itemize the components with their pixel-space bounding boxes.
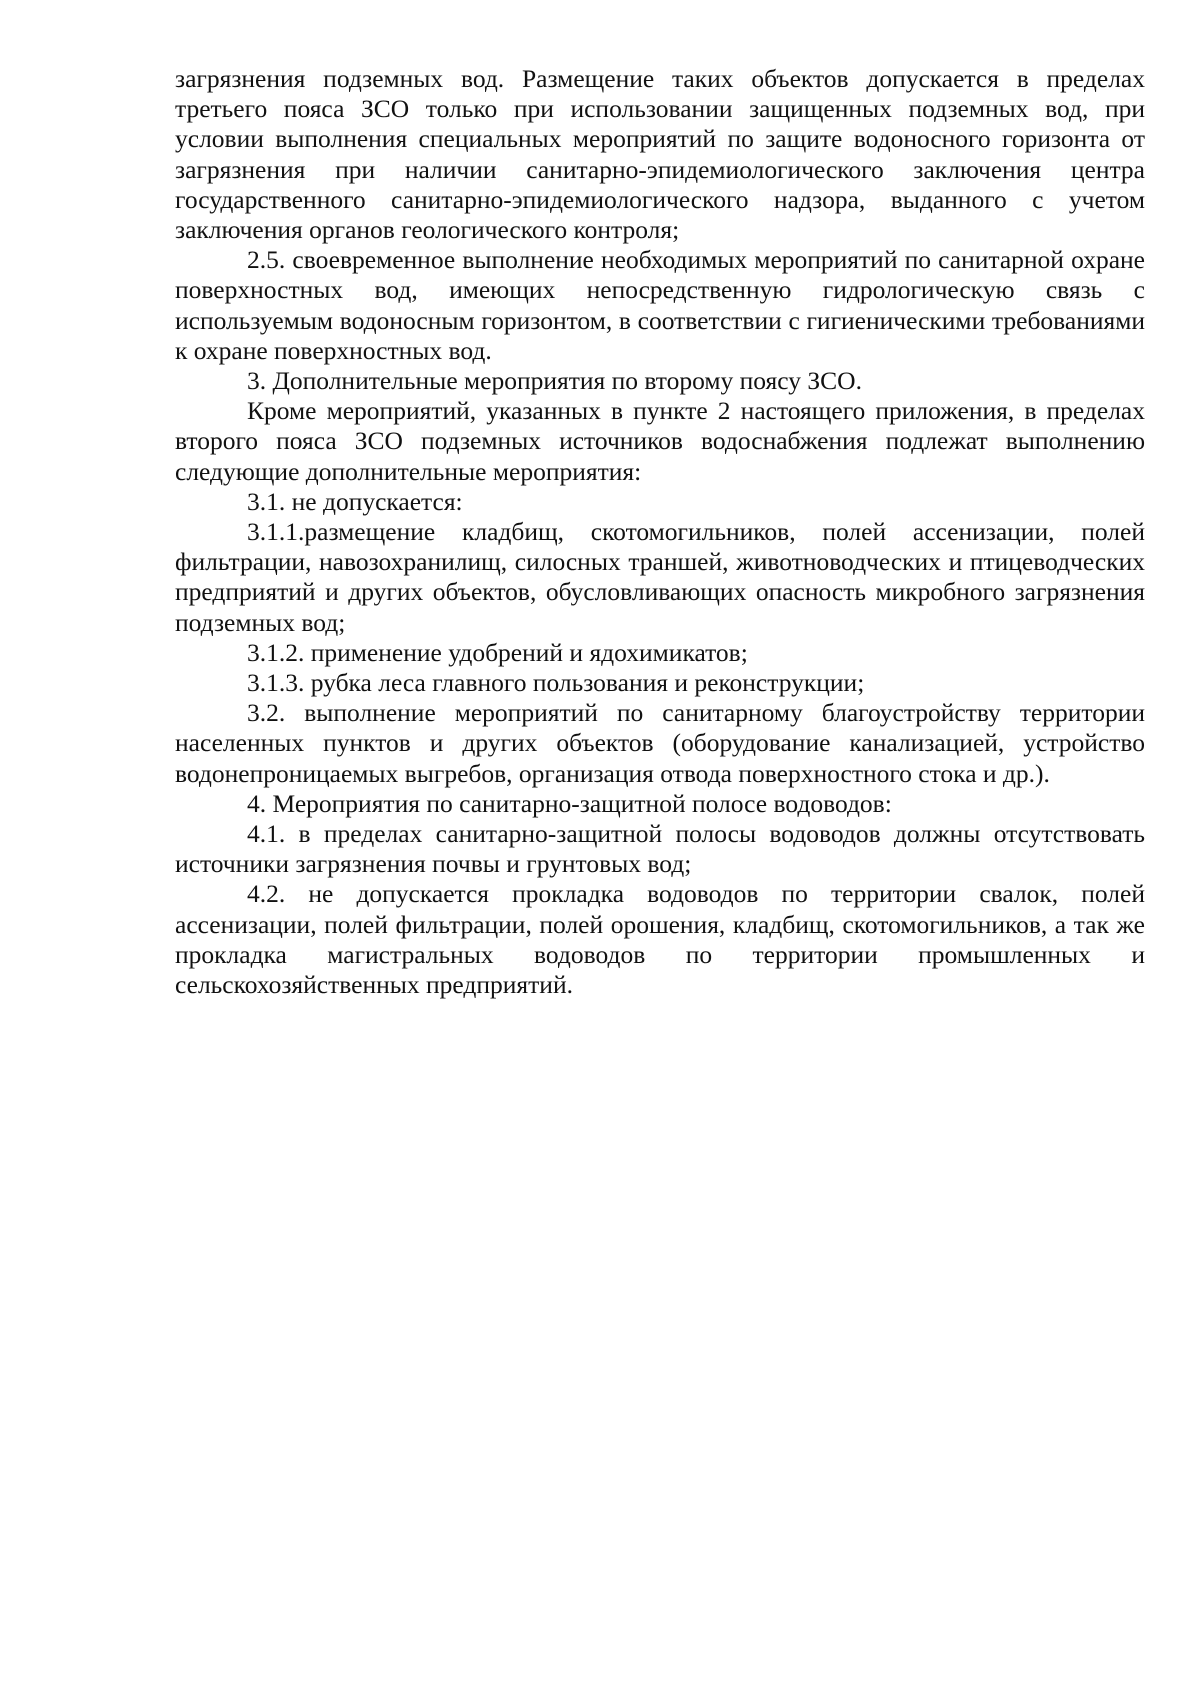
paragraph-2-5: 2.5. своевременное выполнение необходимых мероприятий по санитарной охране поверхностных вод, имеющих непосредственную гидрологическую связь с используемым водоносным горизонтом, в соответствии с гигиеническими требованиями к охране поверхностных вод.: [175, 245, 1145, 365]
paragraph-section-3-intro: Кроме мероприятий, указанных в пункте 2 настоящего приложения, в пределах второго пояса ЗСО подземных источников водоснабжения подлежат выполнению следующие дополнительные мероприятия:: [175, 396, 1145, 486]
section-3-heading: 3. Дополнительные мероприятия по второму поясу ЗСО.: [247, 366, 862, 396]
paragraph-3-1: 3.1. не допускается:: [247, 486, 463, 516]
paragraph-3-1-2: 3.1.2. применение удобрений и ядохимикатов;: [247, 637, 748, 667]
paragraph-3-1-3: 3.1.3. рубка леса главного пользования и реконструкции;: [247, 668, 865, 698]
paragraph-3-2: 3.2. выполнение мероприятий по санитарному благоустройству территории населенных пунктов и других объектов (оборудование канализацией, устройство водонепроницаемых выгребов, организация отвода поверхностного стока и др.).: [175, 698, 1145, 788]
paragraph-4-1: 4.1. в пределах санитарно-защитной полосы водоводов должны отсутствовать источники загрязнения почвы и грунтовых вод;: [175, 819, 1145, 879]
document-body: [175, 64, 1145, 1000]
section-4-heading: 4. Мероприятия по санитарно-защитной полосе водоводов:: [247, 788, 892, 818]
paragraph-3-1-1: 3.1.1.размещение кладбищ, скотомогильников, полей ассенизации, полей фильтрации, навозохранилищ, силосных траншей, животноводческих и птицеводческих предприятий и других объектов, обусловливающих опасность микробного загрязнения подземных вод;: [175, 517, 1145, 637]
paragraph-4-2: 4.2. не допускается прокладка водоводов по территории свалок, полей ассенизации, полей фильтрации, полей орошения, кладбищ, скотомогильников, а так же прокладка магистральных водоводов по территории промышленных и сельскохозяйственных предприятий.: [175, 879, 1145, 1000]
paragraph-continuation: загрязнения подземных вод. Размещение таких объектов допускается в пределах третьего пояса ЗСО только при использовании защищенных подземных вод, при условии выполнения специальных мероприятий по защите водоносного горизонта от загрязнения при наличии санитарно-эпидемиологического заключения центра государственного санитарно-эпидемиологического надзора, выданного с учетом заключения органов геологического контроля;: [175, 64, 1145, 245]
